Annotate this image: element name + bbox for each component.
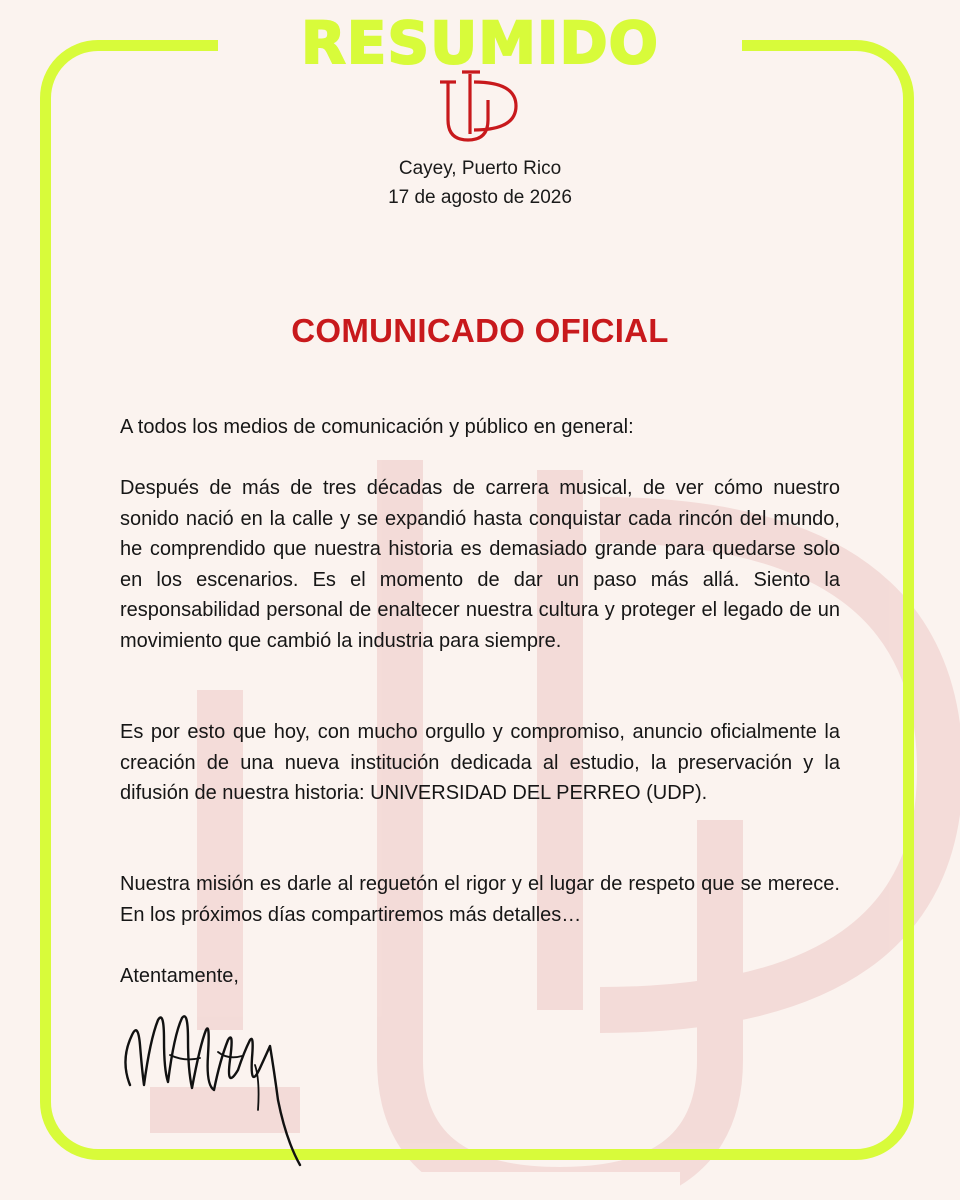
paragraph-announcement: Es por esto que hoy, con mucho orgullo y compromiso, anuncio oficialmente la creación de una nueva institución dedicada al estudio, la preservación y la difusión de nuestra historia: UNIVERSIDAD DEL PERREO (UDP). (120, 721, 840, 804)
salutation: A todos los medios de comunicación y público en general: (120, 416, 634, 438)
letter-date: 17 de agosto de 2026 (388, 187, 572, 208)
paragraph-mission: Nuestra misión es darle al reguetón el rigor y el lugar de respeto que se merece. En los próximos días compartiremos más detalles… (120, 873, 840, 926)
letter-location: Cayey, Puerto Rico (398, 158, 562, 179)
document-title: COMUNICADO OFICIAL (291, 312, 669, 349)
header-badge (218, 6, 742, 80)
handwritten-signature-icon (110, 1000, 320, 1175)
closing: Atentamente, (120, 965, 239, 987)
paragraph-intro: Después de más de tres décadas de carrera musical, de ver cómo nuestro sonido nació en la calle y se expandió hasta conquistar cada rincón del mundo, he comprendido que nuestra historia es demasiado grande para quedarse solo en los escenarios. Es el momento de dar un paso más allá. Siento la responsabilidad personal de enaltecer nuestra cultura y proteger el legado de un movimiento que cambió la industria para siempre. (120, 477, 840, 652)
udp-monogram-icon (436, 70, 526, 144)
header-badge-label: RESUMIDO (301, 9, 659, 77)
